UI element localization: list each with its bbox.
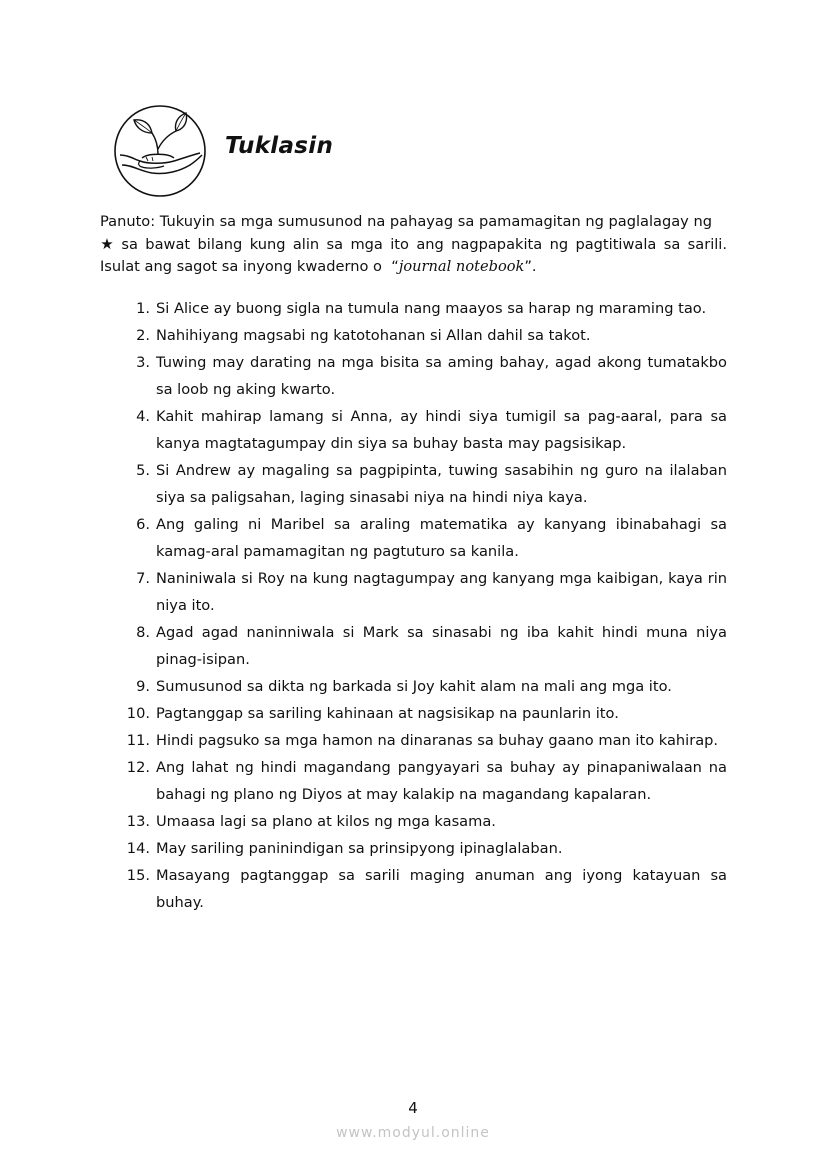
item-text: Pagtanggap sa sariling kahinaan at nagsisikap na paunlarin ito. (156, 705, 619, 722)
item-text: Ang lahat ng hindi magandang pangyayari sa buhay ay pinapaniwalaan na bahagi ng plano ng Diyos at may kalakip na magandang kapalaran. (156, 759, 727, 803)
item-text: Si Alice ay buong sigla na tumula nang maayos sa harap ng maraming tao. (156, 300, 707, 317)
instructions-paragraph (100, 211, 727, 278)
list-item (124, 673, 727, 700)
list-item (124, 754, 727, 808)
item-number: 11. (126, 732, 150, 749)
item-text: Naniniwala si Roy na kung nagtagumpay ang kanyang mga kaibigan, kaya rin niya ito. (156, 570, 727, 614)
item-text: Nahihiyang magsabi ng katotohanan si Allan dahil sa takot. (156, 327, 591, 344)
item-number: 5. (136, 462, 150, 479)
item-text: Masayang pagtanggap sa sarili maging anuman ang iyong katayuan sa buhay. (156, 867, 727, 911)
item-text: Ang galing ni Maribel sa araling matematika ay kanyang ibinabahagi sa kamag-aral pamamagitan ng pagtuturo sa kanila. (156, 516, 727, 560)
list-item (124, 835, 727, 862)
item-number: 2. (136, 327, 150, 344)
list-item (124, 808, 727, 835)
page-number: 4 (408, 1099, 418, 1117)
list-item (124, 403, 727, 457)
item-text: Si Andrew ay magaling sa pagpipinta, tuwing sasabihin ng guro na ilalaban siya sa paligsahan, laging sinasabi niya na hindi niya kaya. (156, 462, 727, 506)
item-number: 14. (126, 840, 150, 857)
item-text: Umaasa lagi sa plano at kilos ng mga kasama. (156, 813, 496, 830)
list-item (124, 457, 727, 511)
item-number: 12. (126, 759, 150, 776)
list-item (124, 295, 727, 322)
list-item (124, 862, 727, 916)
instructions-part-1: Panuto: Tukuyin sa mga sumusunod na pahayag sa pamamagitan ng paglalagay ng (100, 213, 712, 230)
item-text: Sumusunod sa dikta ng barkada si Joy kahit alam na mali ang mga ito. (156, 678, 672, 695)
list-item (124, 700, 727, 727)
item-number: 4. (136, 408, 150, 425)
list-item (124, 349, 727, 403)
item-number: 10. (126, 705, 150, 722)
section-title: Tuklasin (225, 133, 334, 159)
item-number: 6. (136, 516, 150, 533)
item-number: 8. (136, 624, 150, 641)
item-text: Hindi pagsuko sa mga hamon na dinaranas sa buhay gaano man ito kahirap. (156, 732, 719, 749)
journal-notebook-term: journal notebook (398, 258, 525, 275)
item-text: May sariling paninindigan sa prinsipyong ipinaglalaban. (156, 840, 563, 857)
hand-with-seedling-icon (112, 103, 208, 199)
list-item (124, 511, 727, 565)
star-icon: ★ (100, 235, 114, 253)
list-item (124, 727, 727, 754)
item-number: 1. (136, 300, 150, 317)
statement-list (124, 295, 727, 916)
item-number: 13. (126, 813, 150, 830)
item-number: 9. (136, 678, 150, 695)
instructions-part-2: sa bawat bilang kung alin sa mga ito ang nagpapakita ng pagtitiwala sa sarili. Isulat ang sagot sa inyong kwaderno o “ (100, 236, 727, 275)
item-number: 15. (126, 867, 150, 884)
item-text: Agad agad naninniwala si Mark sa sinasabi ng iba kahit hindi muna niya pinag-isipan. (156, 624, 727, 668)
watermark: www.modyul.online (336, 1125, 490, 1141)
item-text: Kahit mahirap lamang si Anna, ay hindi siya tumigil sa pag-aaral, para sa kanya magtatagumpay din siya sa buhay basta may pagsisikap. (156, 408, 727, 452)
list-item (124, 322, 727, 349)
item-number: 3. (136, 354, 150, 371)
list-item (124, 565, 727, 619)
list-item (124, 619, 727, 673)
item-text: Tuwing may darating na mga bisita sa aming bahay, agad akong tumatakbo sa loob ng aking kwarto. (156, 354, 727, 398)
instructions-part-3: ”. (524, 258, 537, 275)
item-number: 7. (136, 570, 150, 587)
